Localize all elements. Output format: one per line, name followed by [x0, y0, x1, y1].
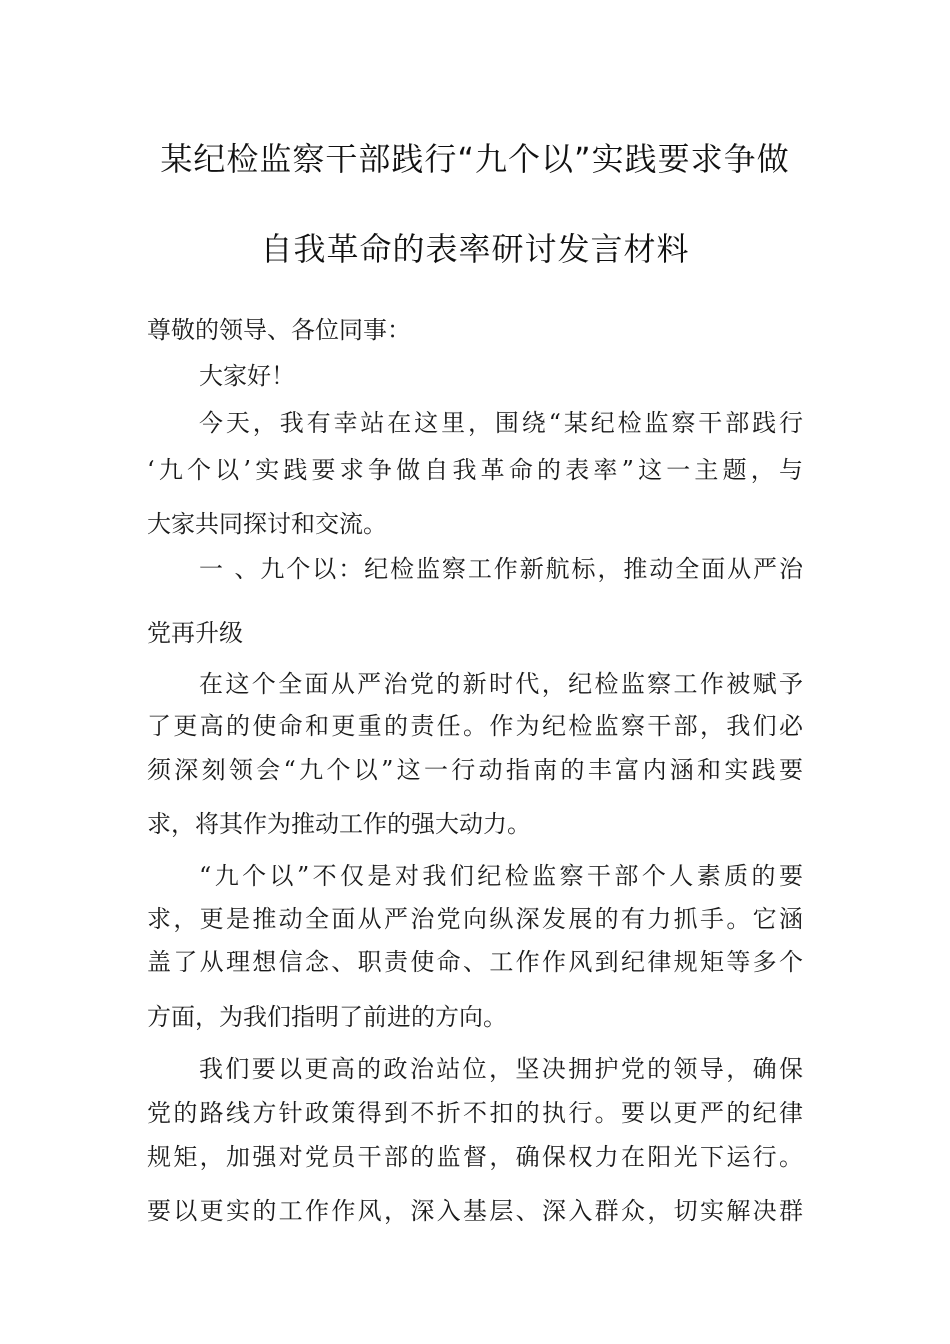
paragraph-line: 了更高的使命和更重的责任。作为纪检监察干部，我们必: [147, 712, 803, 740]
paragraph-line: “九个以”不仅是对我们纪检监察干部个人素质的要: [199, 862, 803, 890]
paragraph-line: 党的路线方针政策得到不折不扣的执行。要以更严的纪律: [147, 1099, 803, 1127]
document-title-line-1: 某纪检监察干部践行“九个以”实践要求争做: [160, 140, 790, 178]
paragraph-line: 求，更是推动全面从严治党向纵深发展的有力抓手。它涵: [147, 905, 803, 933]
paragraph-line: 方面，为我们指明了前进的方向。: [147, 1003, 507, 1031]
greeting: 大家好！: [199, 362, 295, 390]
paragraph-line: 规矩，加强对党员干部的监督，确保权力在阳光下运行。: [147, 1143, 803, 1171]
paragraph-line: 我们要以更高的政治站位，坚决拥护党的领导，确保: [199, 1055, 803, 1083]
paragraph-line: 盖了从理想信念、职责使命、工作作风到纪律规矩等多个: [147, 948, 803, 976]
salutation: 尊敬的领导、各位同事：: [147, 316, 411, 344]
paragraph-line: 要以更实的工作作风，深入基层、深入群众，切实解决群: [147, 1197, 803, 1225]
paragraph-line: 大家共同探讨和交流。: [147, 510, 387, 538]
paragraph-line: 求，将其作为推动工作的强大动力。: [147, 810, 531, 838]
section-heading-line: 党再升级: [147, 619, 243, 647]
paragraph-line: 在这个全面从严治党的新时代，纪检监察工作被赋予: [199, 670, 803, 698]
section-heading-line: 一 、九个以：纪检监察工作新航标，推动全面从严治: [199, 555, 803, 583]
paragraph-line: ‘九个以’实践要求争做自我革命的表率”这一主题，与: [147, 456, 803, 484]
document-title-line-2: 自我革命的表率研讨发言材料: [260, 230, 690, 268]
paragraph-line: 须深刻领会“九个以”这一行动指南的丰富内涵和实践要: [147, 756, 803, 784]
paragraph-line: 今天，我有幸站在这里，围绕“某纪检监察干部践行: [199, 409, 803, 437]
